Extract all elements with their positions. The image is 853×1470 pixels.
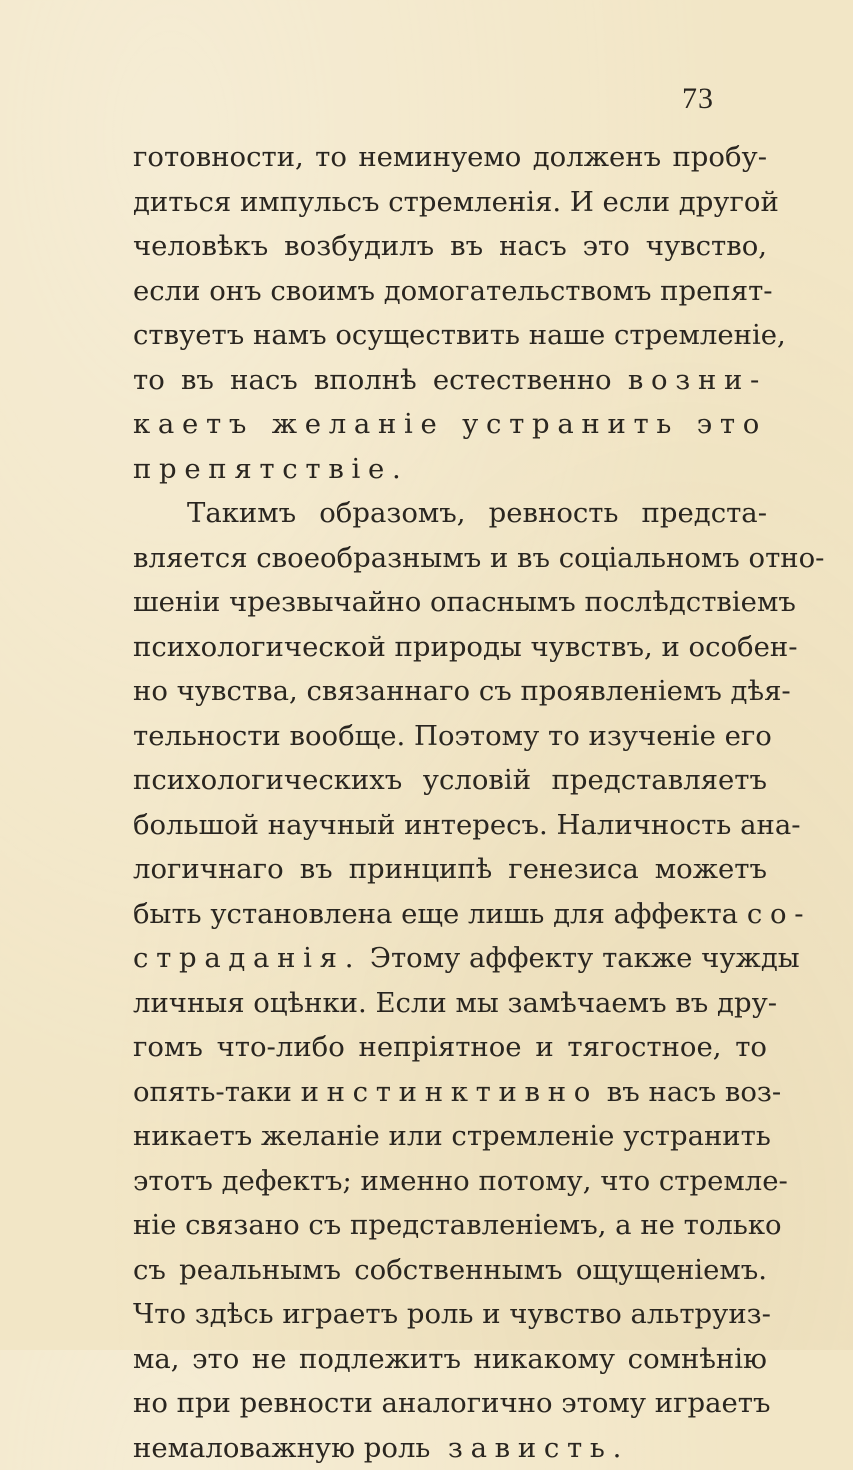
- text-line: психологической природы чувствъ, и особен-: [133, 625, 767, 670]
- text-segment: въ насъ воз-: [607, 1076, 781, 1108]
- text-line: гомъ что-либо непріятное и тягостное, то: [133, 1025, 767, 1070]
- paragraph-first-line: Такимъ образомъ, ревность предста-: [133, 491, 767, 536]
- text-line: [133, 1426, 767, 1470]
- page-number: 73: [682, 82, 714, 116]
- body-text: [133, 135, 767, 1470]
- text-line: психологическихъ условій представляетъ: [133, 758, 767, 803]
- emphasis-text: возни-: [628, 364, 767, 396]
- text-line: личныя оцѣнки. Если мы замѣчаемъ въ дру-: [133, 981, 767, 1026]
- text-segment: то въ насъ вполнѣ естественно: [133, 364, 612, 396]
- text-line: никаетъ желаніе или стремленіе устранить: [133, 1114, 767, 1159]
- text-line: большой научный интересъ. Наличность ана-: [133, 803, 767, 848]
- text-line: [133, 358, 767, 403]
- text-line: [133, 1070, 767, 1115]
- emphasis-line: препятствіе.: [133, 447, 767, 492]
- text-segment: быть установлена еще лишь для аффекта: [133, 898, 738, 930]
- text-segment: немаловажную роль: [133, 1432, 430, 1464]
- text-line: тельности вообще. Поэтому то изученіе его: [133, 714, 767, 759]
- text-line: логичнаго въ принципѣ генезиса можетъ: [133, 847, 767, 892]
- text-line: [133, 892, 767, 937]
- text-line: человѣкъ возбудилъ въ насъ это чувство,: [133, 224, 767, 269]
- text-line: шеніи чрезвычайно опаснымъ послѣдствіемъ: [133, 580, 767, 625]
- emphasis-line: каетъ желаніе устранить это: [133, 402, 767, 447]
- emphasis-text: страданія.: [133, 942, 361, 974]
- emphasis-text: инстинктивно: [301, 1076, 598, 1108]
- text-line: ствуетъ намъ осуществить наше стремленіе,: [133, 313, 767, 358]
- text-line: диться импульсъ стремленія. И если другой: [133, 180, 767, 225]
- text-line: Что здѣсь играетъ роль и чувство альтруиз-: [133, 1292, 767, 1337]
- text-line: если онъ своимъ домогательствомъ препят-: [133, 269, 767, 314]
- text-line: готовности, то неминуемо долженъ пробу-: [133, 135, 767, 180]
- text-line: этотъ дефектъ; именно потому, что стремле-: [133, 1159, 767, 1204]
- text-line: ма, это не подлежитъ никакому сомнѣнію: [133, 1337, 767, 1382]
- text-line: но чувства, связаннаго съ проявленіемъ дѣя-: [133, 669, 767, 714]
- text-line: вляется своеобразнымъ и въ соціальномъ отно-: [133, 536, 767, 581]
- text-line: ніе связано съ представленіемъ, а не только: [133, 1203, 767, 1248]
- text-segment: опять-таки: [133, 1076, 292, 1108]
- text-line: съ реальнымъ собственнымъ ощущеніемъ.: [133, 1248, 767, 1293]
- emphasis-text: зависть.: [448, 1432, 629, 1464]
- text-line: [133, 936, 767, 981]
- text-line: но при ревности аналогично этому играетъ: [133, 1381, 767, 1426]
- emphasis-text: со-: [747, 898, 811, 930]
- text-segment: Этому аффекту также чужды: [370, 942, 800, 974]
